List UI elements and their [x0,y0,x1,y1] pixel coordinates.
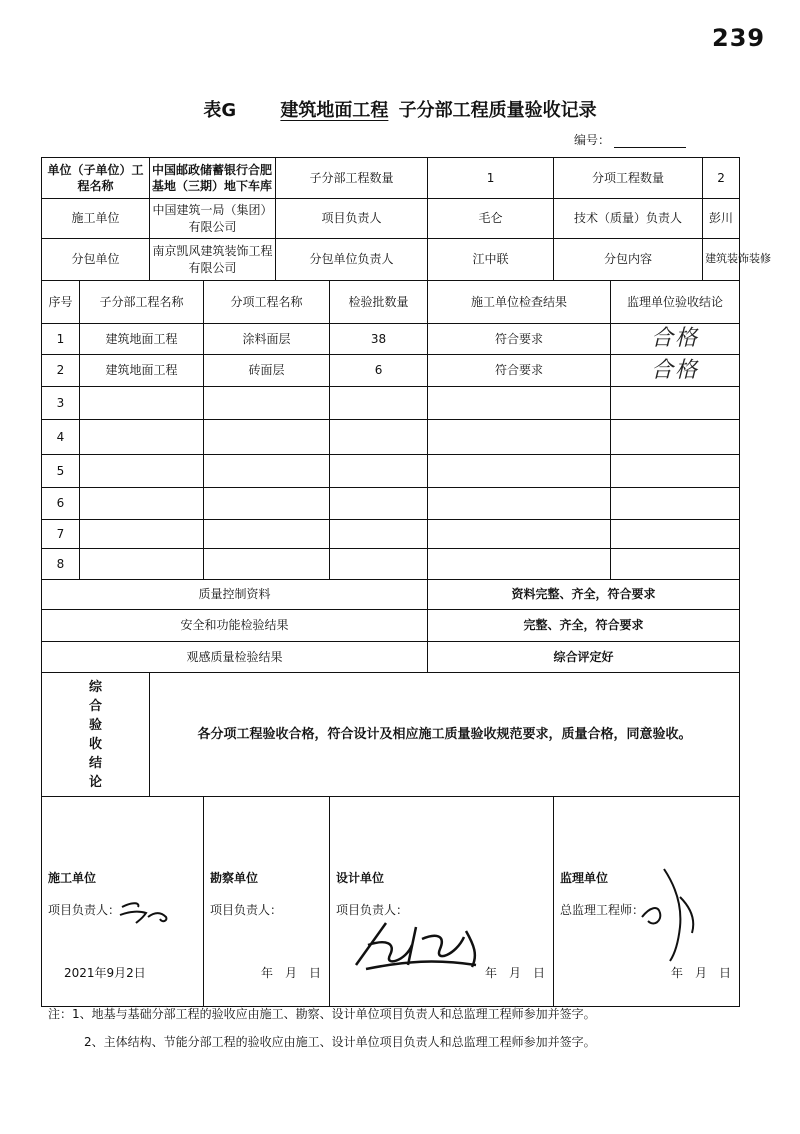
row-count [330,455,428,488]
row-count [330,387,428,420]
table-row [42,324,740,355]
sig-role: 项目负责人： [336,903,409,917]
summary-label: 观感质量检验结果 [42,642,428,673]
sub-lead-label: 分包单位负责人 [276,239,428,281]
row-conclusion [611,387,740,420]
row-result [428,549,611,580]
sig-org: 设计单位 [336,871,385,885]
conclusion-text: 各分项工程验收合格，符合设计及相应施工质量验收规范要求，质量合格，同意验收。 [150,673,740,797]
row-conclusion [611,488,740,520]
row-sub [80,549,204,580]
row-no: 6 [42,488,80,520]
signature-supervisor [554,797,740,1007]
row-conclusion [611,420,740,455]
signature-contractor [42,797,204,1007]
row-no: 5 [42,455,80,488]
row-item [204,420,330,455]
sub-lead-value: 江中联 [428,239,554,281]
row-count: 38 [330,324,428,355]
info-row-3 [42,239,740,281]
row-item [204,488,330,520]
handwritten-signature [636,857,706,967]
summary-value: 完整、齐全，符合要求 [428,610,740,642]
title-suffix: 子分部工程质量验收记录 [398,100,597,121]
row-sub [80,420,204,455]
table-row [42,549,740,580]
sub-count-label: 子分部工程数量 [276,158,428,199]
col-header-no: 序号 [42,281,80,324]
table-row [42,355,740,387]
row-result [428,455,611,488]
row-count: 6 [330,355,428,387]
summary-row [42,642,740,673]
row-no: 1 [42,324,80,355]
table-id: 表G [203,100,237,121]
row-conclusion [611,455,740,488]
table-row [42,488,740,520]
serial-label: 编号： [574,133,611,147]
row-count [330,549,428,580]
col-header-result: 施工单位检查结果 [428,281,611,324]
row-conclusion-handwritten: 合格 [611,324,740,355]
col-header-item: 分项工程名称 [204,281,330,324]
handwritten-signature [346,915,496,975]
row-result: 符合要求 [428,355,611,387]
table-row [42,387,740,420]
sub-content-label: 分包内容 [554,239,703,281]
row-item [204,549,330,580]
row-no: 3 [42,387,80,420]
row-count [330,420,428,455]
col-header-sub: 子分部工程名称 [80,281,204,324]
sig-org: 监理单位 [560,871,609,885]
contractor-label: 施工单位 [42,199,150,239]
row-item [204,455,330,488]
sig-date: 年 月 日 [485,966,546,980]
footnote-2: 2、主体结构、节能分部工程的验收应由施工、设计单位项目负责人和总监理工程师参加并签字。 [84,1035,596,1049]
row-item [204,520,330,549]
sub-content-value: 建筑装饰装修 [703,239,740,281]
row-sub: 建筑地面工程 [80,355,204,387]
row-no: 2 [42,355,80,387]
row-sub [80,387,204,420]
row-count [330,520,428,549]
row-no: 8 [42,549,80,580]
row-item: 涂料面层 [204,324,330,355]
sig-role: 项目负责人： [210,903,283,917]
row-conclusion-handwritten: 合格 [611,355,740,387]
summary-label: 质量控制资料 [42,580,428,610]
unit-value: 中国邮政储蓄银行合肥基地（三期）地下车库 [150,158,276,199]
footnote-1: 注：1、地基与基础分部工程的验收应由施工、勘察、设计单位项目负责人和总监理工程师参加并签字。 [48,1007,596,1021]
row-sub [80,488,204,520]
sig-org: 勘察单位 [210,871,259,885]
row-item [204,387,330,420]
table-row [42,520,740,549]
row-conclusion [611,549,740,580]
table-row [42,455,740,488]
summary-row [42,610,740,642]
page-number: 239 [712,24,766,52]
sig-org: 施工单位 [48,871,97,885]
summary-value: 资料完整、齐全，符合要求 [428,580,740,610]
column-header-row [42,281,740,324]
item-count-label: 分项工程数量 [554,158,703,199]
row-no: 7 [42,520,80,549]
sig-date: 年 月 日 [261,966,322,980]
sig-role: 项目负责人： [48,903,121,917]
project-lead-label: 项目负责人 [276,199,428,239]
row-sub [80,520,204,549]
summary-value: 综合评定好 [428,642,740,673]
conclusion-row [42,673,740,797]
signature-row [42,797,740,1007]
title-subject: 建筑地面工程 [280,100,389,121]
table-row [42,420,740,455]
conclusion-label: 综 合 验 收 结 论 [42,673,150,797]
col-header-count: 检验批数量 [330,281,428,324]
sig-role: 总监理工程师： [560,903,645,917]
project-lead-value: 毛仑 [428,199,554,239]
row-no: 4 [42,420,80,455]
row-sub: 建筑地面工程 [80,324,204,355]
item-count-value: 2 [703,158,740,199]
row-count [330,488,428,520]
summary-row [42,580,740,610]
row-result [428,420,611,455]
row-result: 符合要求 [428,324,611,355]
tech-lead-value: 彭川 [703,199,740,239]
sig-date: 年 月 日 [671,966,732,980]
contractor-value: 中国建筑一局（集团）有限公司 [150,199,276,239]
sig-date: 2021年9月2日 [64,966,146,980]
summary-label: 安全和功能检验结果 [42,610,428,642]
row-conclusion [611,520,740,549]
signature-survey [204,797,330,1007]
tech-lead-label: 技术（质量）负责人 [554,199,703,239]
serial-value [614,135,686,148]
form-title [0,96,800,122]
subcontractor-label: 分包单位 [42,239,150,281]
row-result [428,488,611,520]
subcontractor-value: 南京凯风建筑装饰工程有限公司 [150,239,276,281]
unit-label: 单位（子单位）工程名称 [42,158,150,199]
row-item: 砖面层 [204,355,330,387]
info-row-1 [42,158,740,199]
col-header-conclusion: 监理单位验收结论 [611,281,740,324]
signature-design [330,797,554,1007]
serial-number [574,131,686,148]
row-result [428,387,611,420]
info-row-2 [42,199,740,239]
record-table-main [41,157,772,1007]
footnotes [48,1000,596,1056]
handwritten-signature [116,897,176,927]
row-result [428,520,611,549]
sub-count-value: 1 [428,158,554,199]
row-sub [80,455,204,488]
